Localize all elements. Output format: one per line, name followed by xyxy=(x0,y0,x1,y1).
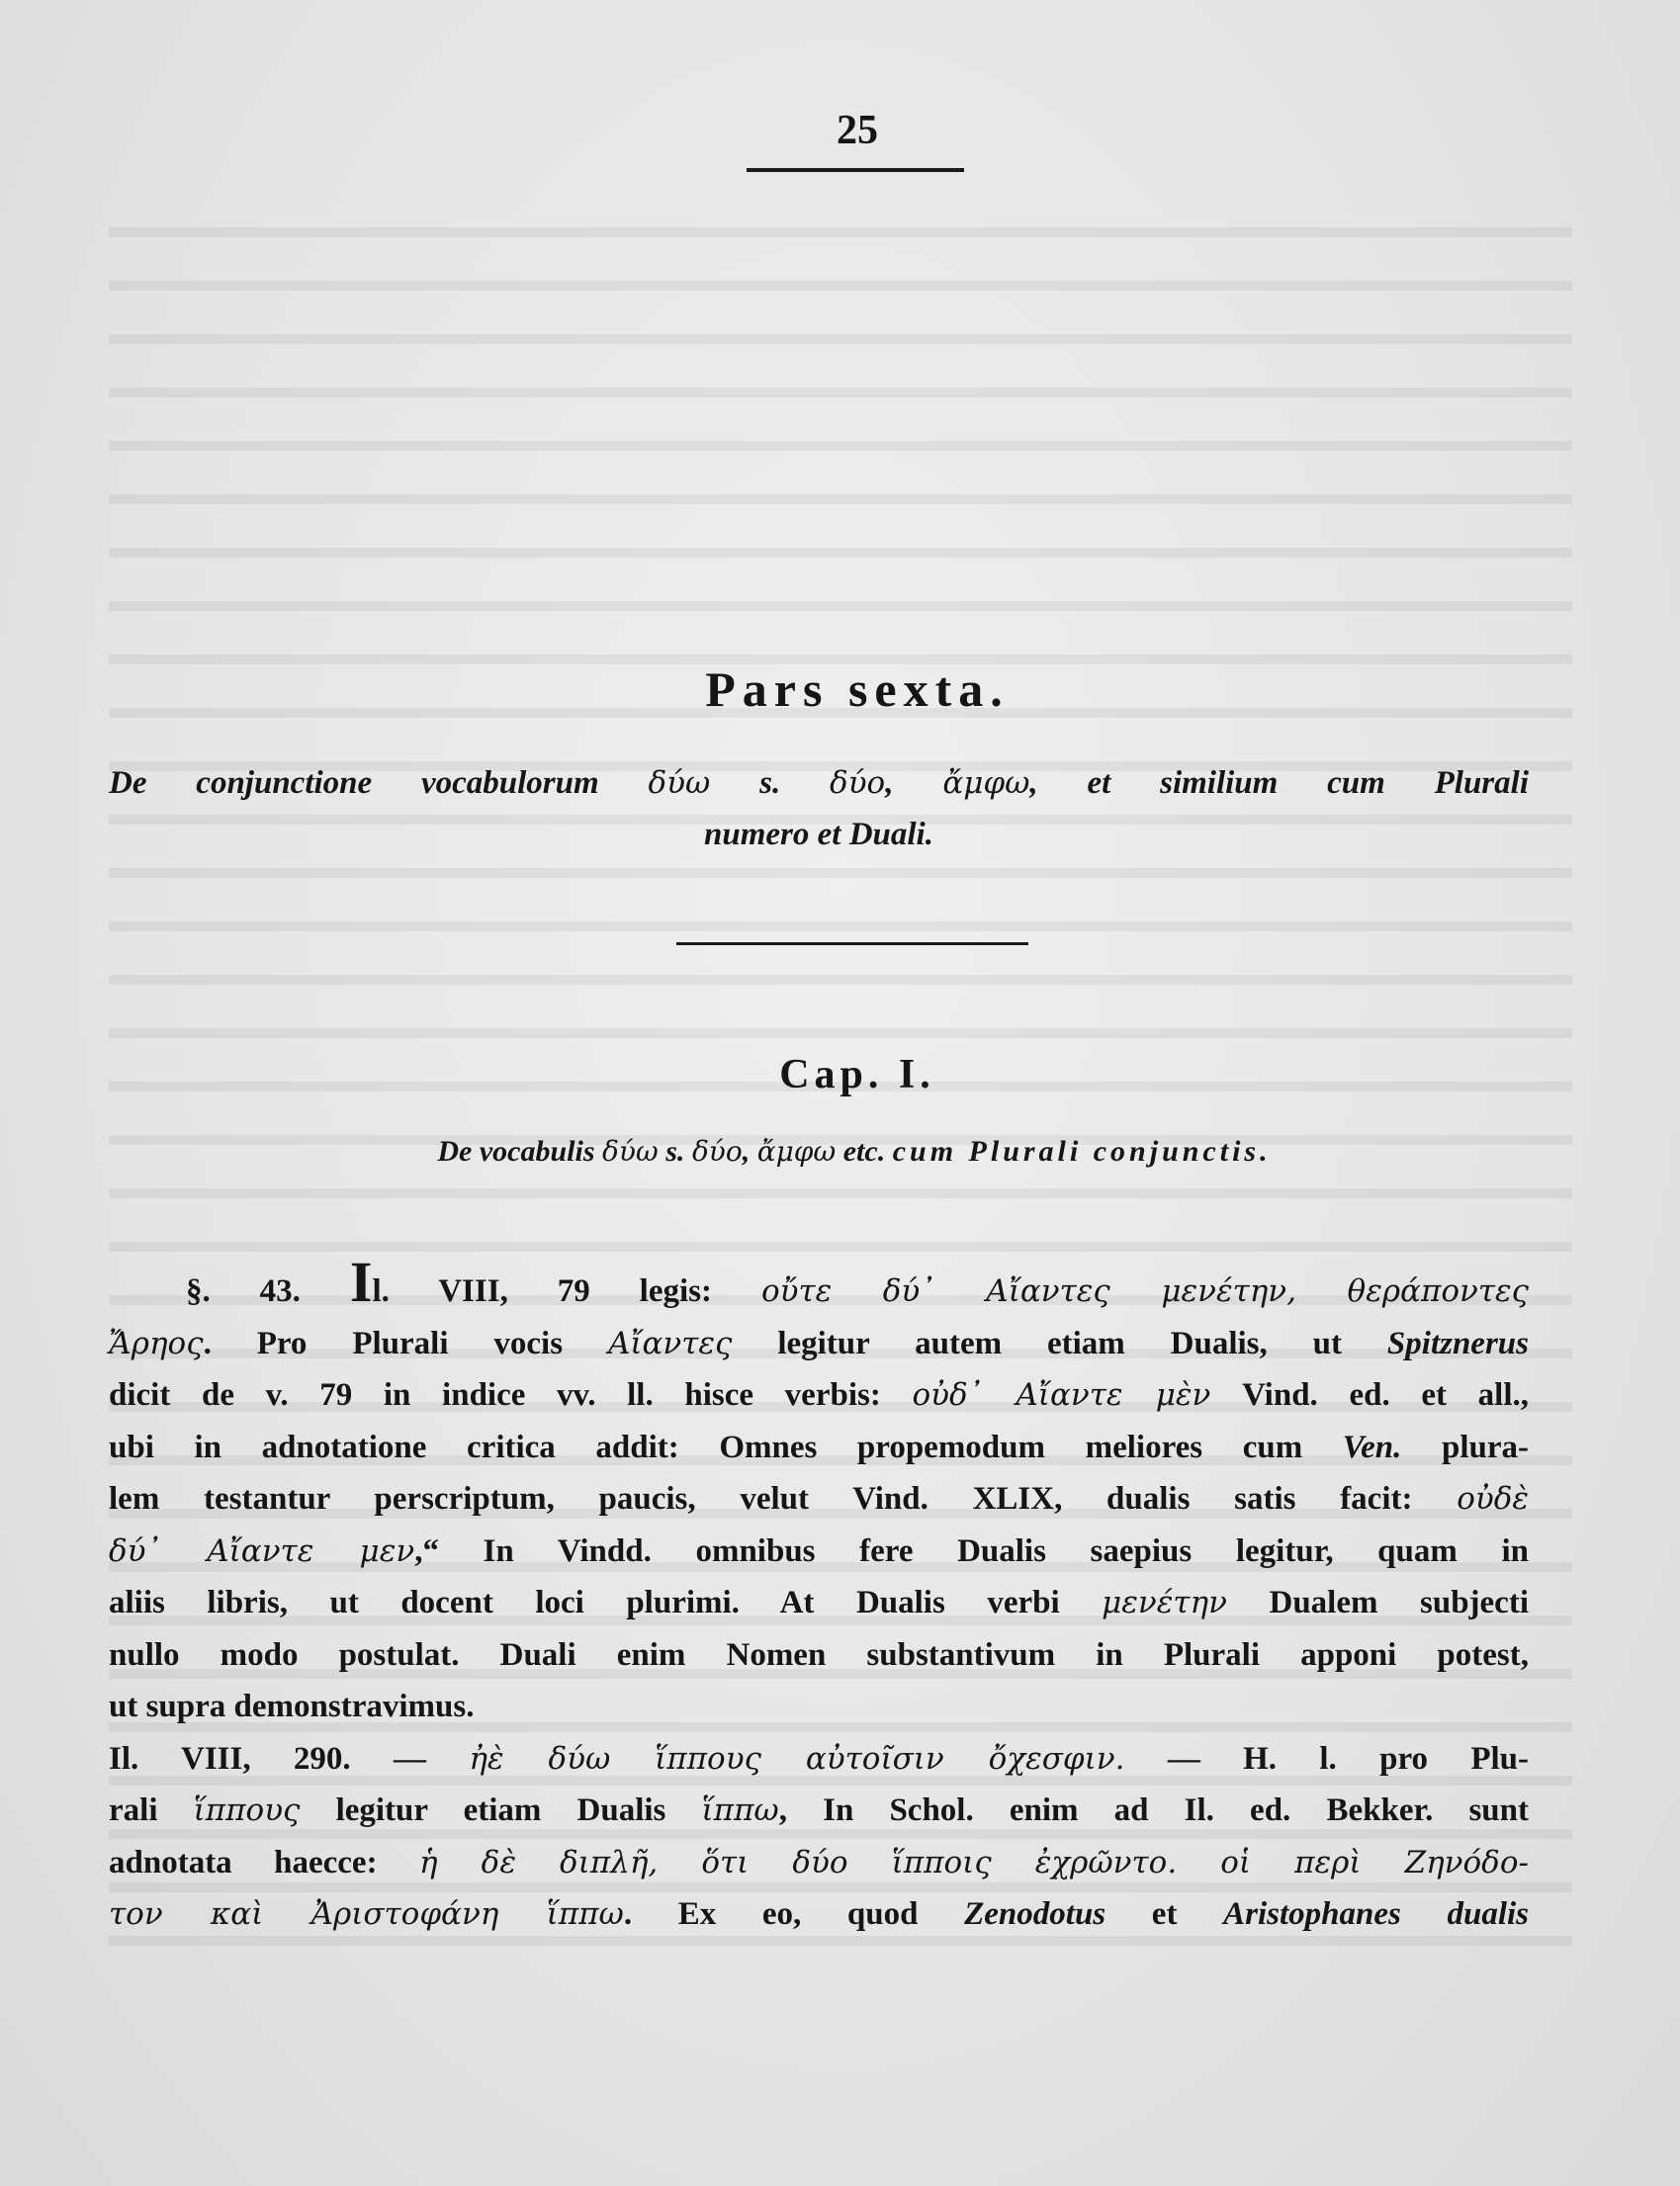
body-line-7: aliis libris, ut docent loci plurimi. At Dualis verbi μενέτην Dualem subjecti xyxy=(109,1585,1529,1620)
body-line-9: ut supra demonstravimus. xyxy=(109,1689,475,1724)
page-number: 25 xyxy=(837,108,878,153)
body-line-12: adnotata haecce: ἡ δὲ διπλῆ, ὅτι δύο ἵπποις ἐχρῶντο. οἱ περὶ Ζηνόδο- xyxy=(109,1844,1529,1880)
body-line-11: rali ἵππους legitur etiam Dualis ἵππω, In Schol. enim ad Il. ed. Bekker. sunt xyxy=(109,1793,1530,1828)
drop-cap: I xyxy=(349,1250,373,1314)
chapter-subtitle: De vocabulis δύω s. δύο, ἄμφω etc. cum Plurali conjunctis. xyxy=(437,1135,1272,1168)
body-line-4: ubi in adnotatione critica addit: Omnes propemodum meliores cum Ven. plura- xyxy=(109,1429,1529,1465)
body-line-6: δύ᾽ Αἴαντε μεν,“ In Vindd. omnibus fere Dualis saepius legitur, quam in xyxy=(109,1532,1530,1569)
header-rule xyxy=(747,168,964,172)
section-43-body xyxy=(109,1250,1530,1941)
section-rule xyxy=(676,942,1028,945)
chapter-title: Cap. I. xyxy=(779,1052,935,1097)
body-line-1: §. 43. Il. VIII, 79 legis: οὔτε δύ᾽ Αἴαντες μενέτην, θεράποντες xyxy=(186,1250,1530,1314)
part-subtitle xyxy=(109,757,1529,860)
part-subtitle-line-1: De conjunctione vocabulorum δύω s. δύο, ἄμφω, et similium cum Plurali xyxy=(109,765,1529,801)
body-line-3: dicit de v. 79 in indice vv. ll. hisce verbis: οὐδ᾽ Αἴαντε μὲν Vind. ed. et all., xyxy=(109,1377,1529,1413)
body-line-10: Il. VIII, 290. — ἠὲ δύω ἵππους αὐτοῖσιν ὄχεσφιν. — H. l. pro Plu- xyxy=(109,1740,1530,1777)
body-line-2: Ἄρηος. Pro Plurali vocis Αἴαντες legitur autem etiam Dualis, ut Spitznerus xyxy=(109,1325,1529,1361)
body-line-8: nullo modo postulat. Duali enim Nomen substantivum in Plurali apponi potest, xyxy=(109,1636,1529,1673)
part-title: Pars sexta. xyxy=(705,661,1010,717)
body-line-5: lem testantur perscriptum, paucis, velut Vind. XLIX, dualis satis facit: οὐδὲ xyxy=(109,1481,1529,1517)
part-subtitle-line-2: numero et Duali. xyxy=(704,817,933,852)
body-line-13: τον καὶ Ἀριστοφάνη ἵππω. Ex eo, quod Zenodotus et Aristophanes dualis xyxy=(109,1896,1530,1932)
